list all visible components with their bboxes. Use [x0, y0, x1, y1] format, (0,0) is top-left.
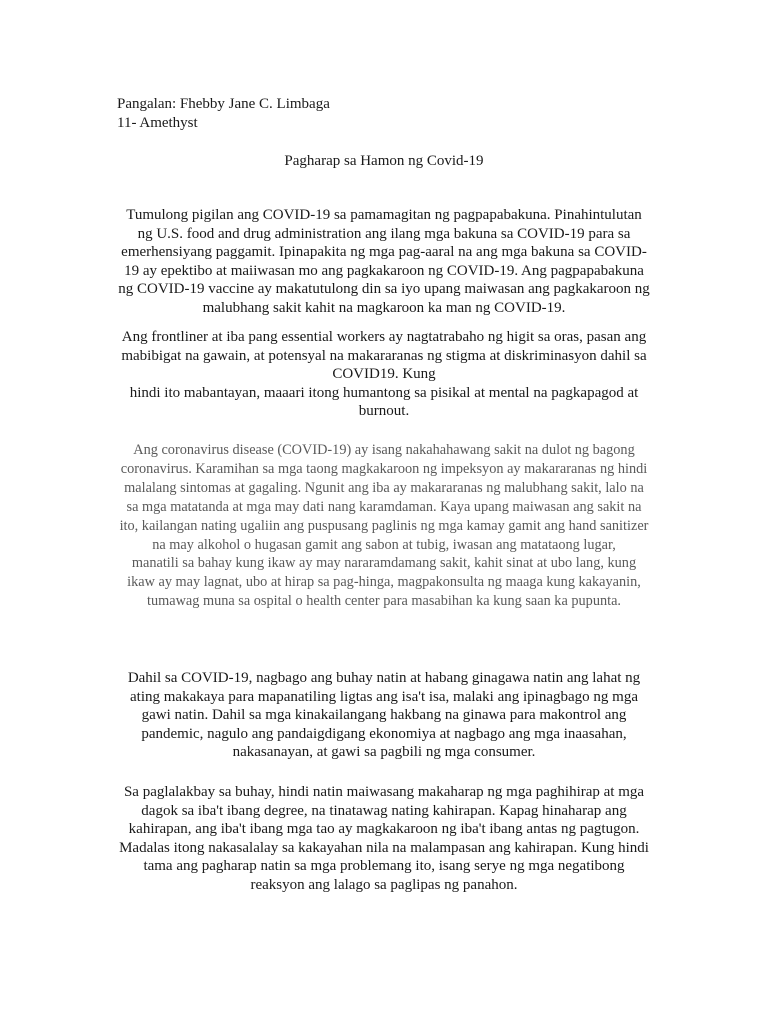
- paragraph-text: manatili sa bahay kung ikaw ay may nararamdamang sakit, kahit sinat at ubo lang, kung ikaw ay may lagnat, ubo at hirap sa pag-hinga, magpakonsulta ng maaga kung kakayanin, tumawag muna sa ospital o health center para masabihan ka kung saan ka pupunta.: [127, 555, 641, 610]
- document-title: Pagharap sa Hamon ng Covid-19: [284, 153, 484, 169]
- paragraph-text: Dahil sa COVID-19, nagbago ang buhay natin at habang ginagawa natin ang lahat ng ating makakaya para mapanatiling ligtas ang isa't isa, malaki ang ipinagbago ng mga gawi natin. Dahil sa mga kinakailangang hakbang na ginawa para makontrol ang pandemic, nagulo ang pandaigdigang ekonomiya at nagbago ang mga inaasahan, nakasanayan, at gawi sa pagbili ng mga consumer.: [127, 670, 641, 761]
- paragraph-text: Sa paglalakbay sa buhay, hindi natin maiwasang makaharap ng mga paghihirap at mga dagok sa iba't ibang degree, na tinatawag nating kahirapan. Kapag hinaharap ang kahirapan, ang iba't ibang mga tao ay magkakaroon ng iba't ibang antas ng pagtugon. Madalas itong nakasalalay sa kakayahan nila na malampasan ang kahirapan. Kung hindi tama ang pagharap natin sa mga problemang ito, isang serye ng mga negatibong reaksyon ang lalago sa paglipas ng panahon.: [119, 784, 649, 893]
- student-name-line: Pangalan: Fhebby Jane C. Limbaga: [117, 96, 330, 112]
- paragraph-hardships: [117, 783, 651, 895]
- paragraph-text: Tumulong pigilan ang COVID-19 sa pamamagitan ng pagpapabakuna. Pinahintulutan ng U.S. food and drug administration ang ilang mga bakuna sa COVID-19 para sa emerhensiyang paggamit. Ipinapakita ng mga pag-aaral na ang mga bakuna sa COVID-19 ay epektibo at maiiwasan mo ang pagkakaroon ng COVID-19. Ang pagpapabakuna ng COVID-19 vaccine ay makatutulong din sa iyo upang maiwasan ang pagkakaroon ng malubhang sakit kahit na magkaroon ka man ng COVID-19.: [118, 207, 650, 316]
- paragraph-text: hindi ito mabantayan, maaari itong humantong sa pisikal at mental na pagkapagod at burnout.: [129, 384, 639, 420]
- student-section-line: 11- Amethyst: [117, 115, 198, 131]
- paragraph-life-changes: [117, 669, 651, 762]
- paragraph-text: Ang coronavirus disease (COVID-19) ay isang nakahahawang sakit na dulot ng bagong coronavirus. Karamihan sa mga taong magkakaroon ng impeksyon ay makararanas ng hindi malalang sintomas at gagaling. Ngunit ang iba ay makararanas ng malubhang sakit, lalo na sa mga matatanda at mga may dati nang karamdaman. Kaya upang maiwasan ang sakit na ito, kailangan nating ugaliin ang puspusang paglinis ng mga kamay gamit ang hand sanitizer na may alkohol o hugasan gamit ang sabon at tubig, iwasan ang matataong lugar,: [119, 442, 649, 553]
- paragraph-coronavirus-disease: [117, 441, 651, 611]
- paragraph-text: Ang frontliner at iba pang essential workers ay nagtatrabaho ng higit sa oras, pasan ang mabibigat na gawain, at potensyal na makararanas ng stigma at diskriminasyon dahil sa COVID19. Kung: [121, 329, 647, 383]
- paragraph-frontliners: [117, 328, 651, 421]
- paragraph-vaccination: [117, 206, 651, 318]
